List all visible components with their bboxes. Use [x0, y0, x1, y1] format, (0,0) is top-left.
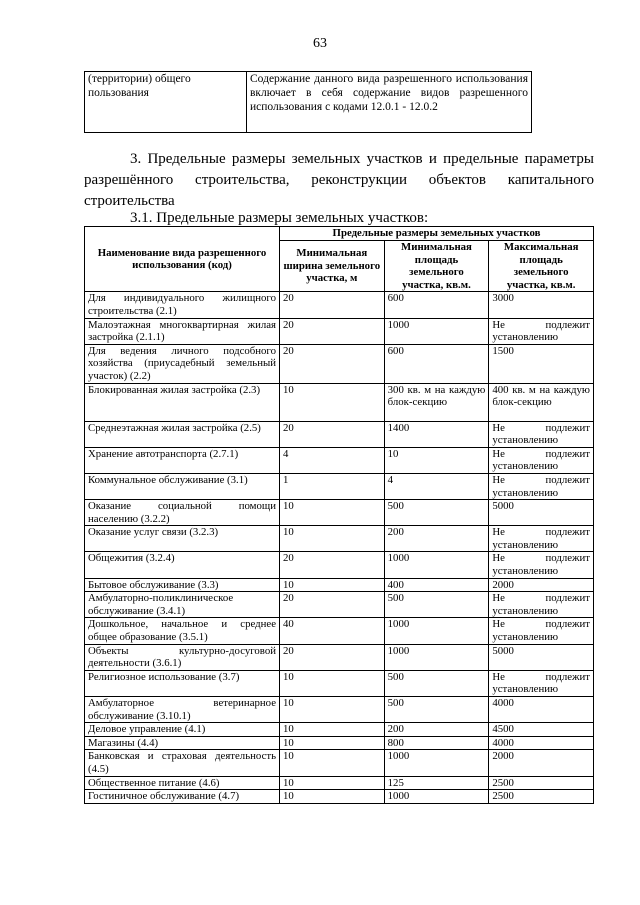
section-heading-3: 3. Предельные размеры земельных участков и предельные параметры разрешённого строительства, реконструкции объектов капитального строительства: [84, 151, 594, 209]
min-width-cell: 10: [280, 750, 385, 776]
min-area-cell: 600: [384, 292, 489, 318]
land-use-name-cell: Гостиничное обслуживание (4.7): [85, 790, 280, 804]
land-use-name-cell: Амбулаторно-поликлиническое обслуживание (3.4.1): [85, 592, 280, 618]
table-row: [85, 383, 594, 421]
min-width-cell: 10: [280, 697, 385, 723]
min-width-cell: 10: [280, 790, 385, 804]
min-width-cell: 10: [280, 383, 385, 421]
min-area-cell: 1000: [384, 750, 489, 776]
min-area-cell: 125: [384, 776, 489, 790]
page-number: 63: [313, 36, 327, 51]
min-width-cell: 20: [280, 318, 385, 344]
table-row: [85, 552, 594, 578]
land-use-name-cell: Блокированная жилая застройка (2.3): [85, 383, 280, 421]
land-use-name-cell: Дошкольное, начальное и среднее общее образование (3.5.1): [85, 618, 280, 644]
max-area-cell: Не подлежит установлению: [489, 618, 594, 644]
min-area-cell: 500: [384, 697, 489, 723]
max-area-cell: 1500: [489, 344, 594, 383]
min-width-cell: 10: [280, 736, 385, 750]
col-name-header: Наименование вида разрешенного использования (код): [85, 227, 280, 292]
land-use-name-cell: Малоэтажная многоквартирная жилая застройка (2.1.1): [85, 318, 280, 344]
min-area-cell: 500: [384, 592, 489, 618]
max-area-cell: Не подлежит установлению: [489, 447, 594, 473]
land-use-name-cell: Религиозное использование (3.7): [85, 670, 280, 696]
land-use-name-cell: Оказание социальной помощи населению (3.2.2): [85, 500, 280, 526]
land-use-name-cell: Оказание услуг связи (3.2.3): [85, 526, 280, 552]
max-area-cell: Не подлежит установлению: [489, 552, 594, 578]
min-width-cell: 1: [280, 473, 385, 499]
table-row: [85, 592, 594, 618]
table-row: [85, 776, 594, 790]
max-area-cell: Не подлежит установлению: [489, 473, 594, 499]
max-area-cell: 5000: [489, 500, 594, 526]
max-area-cell: Не подлежит установлению: [489, 421, 594, 447]
max-area-cell: 4500: [489, 723, 594, 737]
col-min-width-header: Минимальная ширина земельного участка, м: [280, 241, 385, 292]
table-row: [85, 421, 594, 447]
max-area-cell: 2500: [489, 776, 594, 790]
min-area-cell: 500: [384, 670, 489, 696]
col-min-area-header: Минимальная площадь земельного участка, кв.м.: [384, 241, 489, 292]
table-row: [85, 697, 594, 723]
land-use-name-cell: Амбулаторное ветеринарное обслуживание (3.10.1): [85, 697, 280, 723]
max-area-cell: Не подлежит установлению: [489, 318, 594, 344]
table-row: [85, 72, 532, 133]
min-width-cell: 20: [280, 592, 385, 618]
land-use-name-cell: Магазины (4.4): [85, 736, 280, 750]
land-use-name-cell: Общественное питание (4.6): [85, 776, 280, 790]
min-width-cell: 10: [280, 776, 385, 790]
min-area-cell: 800: [384, 736, 489, 750]
group-header: Предельные размеры земельных участков: [280, 227, 594, 241]
land-use-name-cell: (территории) общего пользования: [85, 72, 247, 133]
min-area-cell: 1000: [384, 790, 489, 804]
max-area-cell: Не подлежит установлению: [489, 592, 594, 618]
min-area-cell: 200: [384, 526, 489, 552]
table-row: [85, 344, 594, 383]
min-width-cell: 10: [280, 500, 385, 526]
min-area-cell: 400: [384, 578, 489, 592]
table-row: [85, 473, 594, 499]
table-body: [85, 292, 594, 803]
table-row: [85, 447, 594, 473]
land-use-name-cell: Объекты культурно-досуговой деятельности (3.6.1): [85, 644, 280, 670]
min-area-cell: 1400: [384, 421, 489, 447]
min-area-cell: 1000: [384, 318, 489, 344]
min-width-cell: 40: [280, 618, 385, 644]
land-use-name-cell: Бытовое обслуживание (3.3): [85, 578, 280, 592]
land-use-name-cell: Деловое управление (4.1): [85, 723, 280, 737]
min-area-cell: 4: [384, 473, 489, 499]
table-header-row: [85, 227, 594, 241]
min-width-cell: 20: [280, 292, 385, 318]
max-area-cell: 3000: [489, 292, 594, 318]
min-width-cell: 10: [280, 578, 385, 592]
min-area-cell: 1000: [384, 644, 489, 670]
land-use-name-cell: Банковская и страховая деятельность (4.5): [85, 750, 280, 776]
land-plot-limits-table: [84, 226, 594, 804]
min-width-cell: 20: [280, 421, 385, 447]
min-area-cell: 300 кв. м на каждую блок-секцию: [384, 383, 489, 421]
land-use-name-cell: Общежития (3.2.4): [85, 552, 280, 578]
min-width-cell: 20: [280, 552, 385, 578]
table-row: [85, 500, 594, 526]
min-area-cell: 500: [384, 500, 489, 526]
min-area-cell: 600: [384, 344, 489, 383]
min-area-cell: 1000: [384, 618, 489, 644]
table-row: [85, 644, 594, 670]
max-area-cell: 4000: [489, 736, 594, 750]
land-use-name-cell: Для ведения личного подсобного хозяйства (приусадебный земельный участок) (2.2): [85, 344, 280, 383]
max-area-cell: 2000: [489, 750, 594, 776]
max-area-cell: 2500: [489, 790, 594, 804]
col-max-area-header: Максимальная площадь земельного участка, кв.м.: [489, 241, 594, 292]
min-width-cell: 10: [280, 723, 385, 737]
table-row: [85, 790, 594, 804]
land-use-name-cell: Среднеэтажная жилая застройка (2.5): [85, 421, 280, 447]
min-width-cell: 20: [280, 344, 385, 383]
max-area-cell: Не подлежит установлению: [489, 526, 594, 552]
min-width-cell: 20: [280, 644, 385, 670]
max-area-cell: 400 кв. м на каждую блок-секцию: [489, 383, 594, 421]
table-row: [85, 670, 594, 696]
min-width-cell: 10: [280, 526, 385, 552]
continuation-table: [84, 71, 532, 133]
max-area-cell: 2000: [489, 578, 594, 592]
min-width-cell: 10: [280, 670, 385, 696]
table-row: [85, 292, 594, 318]
table-row: [85, 750, 594, 776]
land-use-name-cell: Коммунальное обслуживание (3.1): [85, 473, 280, 499]
max-area-cell: 5000: [489, 644, 594, 670]
table-row: [85, 723, 594, 737]
table-row: [85, 318, 594, 344]
min-area-cell: 10: [384, 447, 489, 473]
section-heading-3-1: 3.1. Предельные размеры земельных участков:: [130, 210, 429, 226]
table-row: [85, 736, 594, 750]
min-width-cell: 4: [280, 447, 385, 473]
min-area-cell: 1000: [384, 552, 489, 578]
max-area-cell: 4000: [489, 697, 594, 723]
land-use-name-cell: Хранение автотранспорта (2.7.1): [85, 447, 280, 473]
table-row: [85, 618, 594, 644]
max-area-cell: Не подлежит установлению: [489, 670, 594, 696]
table-row: [85, 526, 594, 552]
land-use-description-cell: Содержание данного вида разрешенного использования включает в себя содержание видов разрешенного использования с кодами 12.0.1 - 12.0.2: [247, 72, 532, 133]
table-row: [85, 578, 594, 592]
land-use-name-cell: Для индивидуального жилищного строительства (2.1): [85, 292, 280, 318]
min-area-cell: 200: [384, 723, 489, 737]
